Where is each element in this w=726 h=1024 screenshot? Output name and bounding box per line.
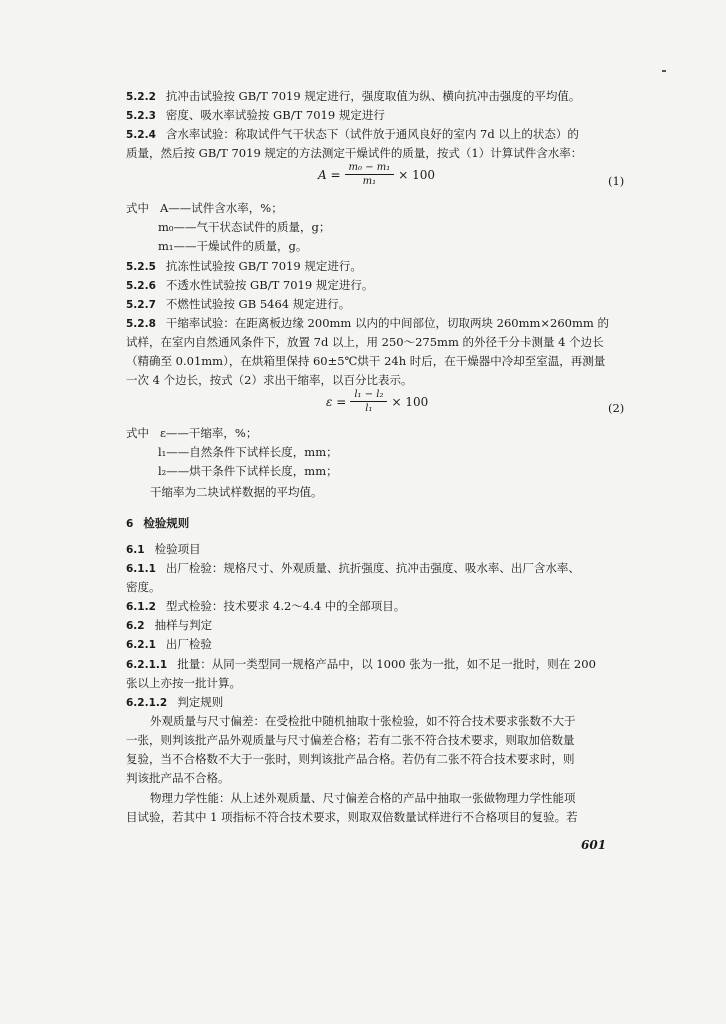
equation-rhs: × 100 [391,394,429,409]
clause-number: 5.2.7 [126,299,156,311]
paragraph-physical-2: 目试验，若其中 1 项指标不符合技术要求，则取双倍数量试样进行不合格项目的复验。若 [126,810,578,824]
clause-text: 检验项目 [154,542,201,556]
clause-6-2-1 [126,636,626,654]
clause-6-1-1 [126,560,626,578]
where-lead: 式中 [126,201,149,215]
equation-fraction [350,389,387,414]
clause-5-2-6 [126,277,626,295]
clause-number: 6.1.1 [126,563,156,575]
fraction-denominator: m₁ [362,176,377,187]
clause-5-2-7 [126,296,626,314]
where-2-c: l₂——烘干条件下试样长度，mm； [158,464,338,478]
where-text: A——试件含水率，%； [159,201,283,215]
paragraph-appearance-3: 复验，当不合格数不大于一张时，则判该批产品合格。若仍有二张不符合技术要求时，则 [126,752,575,766]
paragraph-appearance-2: 一张，则判该批产品外观质量与尺寸偏差合格；若有二张不符合技术要求，则取加倍数量 [126,733,575,747]
clause-number: 6.1.2 [126,601,156,613]
clause-6-2-1-1 [126,656,626,674]
clause-5-2-8 [126,315,626,333]
clause-5-2-8-cont-1: 试样，在室内自然通风条件下，放置 7d 以上，用 250～275mm 的外径千分卡测量 4 个边长 [126,335,604,349]
equation-number-1: (1) [608,174,625,188]
clause-number: 5.2.2 [126,91,156,103]
clause-5-2-8-cont-2: （精确至 0.01mm），在烘箱里保持 60±5℃烘干 24h 时后，在干燥器中冷却至室温，再测量 [126,354,606,368]
clause-text: 不透水性试验按 GB/T 7019 规定进行。 [165,278,374,292]
fraction-numerator: l₁ − l₂ [350,389,387,402]
where-2-d: 干缩率为二块试样数据的平均值。 [150,485,323,499]
clause-5-2-4 [126,126,626,144]
clause-5-2-4-cont: 质量，然后按 GB/T 7019 规定的方法测定干燥试件的质量，按式（1）计算试件含水率： [126,146,583,160]
clause-text: 型式检验：技术要求 4.2～4.4 中的全部项目。 [165,599,406,613]
clause-5-2-5 [126,258,626,276]
fraction-denominator: l₁ [365,403,373,414]
clause-text: 含水率试验：称取试件气干状态下（试件放于通风良好的室内 7d 以上的状态）的 [165,127,579,141]
clause-number: 6.2.1.1 [126,659,168,671]
clause-text: 抗冲击试验按 GB/T 7019 规定进行，强度取值为纵、横向抗冲击强度的平均值。 [165,89,581,103]
clause-6-1-2 [126,598,626,616]
equation-1 [318,162,435,187]
clause-text: 判定规则 [177,695,224,709]
clause-number: 6.2 [126,620,145,632]
clause-text: 出厂检验 [165,637,212,651]
clause-number: 6.2.1 [126,639,156,651]
clause-number: 6.1 [126,544,145,556]
clause-text: 出厂检验：规格尺寸、外观质量、抗折强度、抗冲击强度、吸水率、出厂含水率、 [165,561,580,575]
clause-text: 抗冻性试验按 GB/T 7019 规定进行。 [165,259,362,273]
equation-2 [326,389,428,414]
clause-6-2-1-2 [126,694,626,712]
page-number: 601 [581,838,607,852]
clause-6-2 [126,617,626,635]
equation-lhs: A = [318,167,341,182]
clause-number: 5.2.3 [126,110,156,122]
clause-5-2-3 [126,107,626,125]
paragraph-appearance-1: 外观质量与尺寸偏差：在受检批中随机抽取十张检验，如不符合技术要求张数不大于 [150,714,576,728]
where-text: ε——干缩率，%； [159,426,258,440]
where-1-b: m₀——气干状态试件的质量，g； [158,220,331,234]
clause-text: 密度、吸水率试验按 GB/T 7019 规定进行 [165,108,385,122]
section-number: 6 [126,518,134,530]
where-lead: 式中 [126,426,149,440]
equation-fraction [345,162,395,187]
clause-5-2-8-cont-3: 一次 4 个边长，按式（2）求出干缩率，以百分比表示。 [126,373,413,387]
clause-6-1-1-cont: 密度。 [126,580,161,594]
clause-5-2-2 [126,88,626,106]
clause-number: 5.2.5 [126,261,156,273]
paragraph-physical-1: 物理力学性能：从上述外观质量、尺寸偏差合格的产品中抽取一张做物理力学性能项 [150,791,576,805]
clause-text: 干缩率试验：在距离板边缘 200mm 以内的中间部位，切取两块 260mm×260mm 的 [165,316,609,330]
where-2-b: l₁——自然条件下试样长度，mm； [158,445,338,459]
section-title: 检验规则 [143,516,190,530]
clause-6-2-1-1-cont: 张以上亦按一批计算。 [126,676,241,690]
clause-number: 5.2.6 [126,280,156,292]
where-1-a [126,200,626,217]
where-2-a [126,425,626,442]
clause-6-1 [126,541,626,559]
clause-number: 5.2.8 [126,318,156,330]
clause-number: 5.2.4 [126,129,156,141]
equation-rhs: × 100 [398,167,436,182]
where-1-c: m₁——干燥试件的质量，g。 [158,239,308,253]
clause-number: 6.2.1.2 [126,697,168,709]
equation-lhs: ε = [326,394,347,409]
clause-text: 抽样与判定 [154,618,213,632]
equation-number-2: (2) [608,401,625,415]
section-6-heading [126,515,626,533]
paragraph-appearance-4: 判该批产品不合格。 [126,771,230,785]
clause-text: 不燃性试验按 GB 5464 规定进行。 [165,297,351,311]
fraction-numerator: m₀ − m₁ [345,162,395,175]
clause-text: 批量：从同一类型同一规格产品中，以 1000 张为一批，如不足一批时，则在 200 [177,657,596,671]
scan-speck [662,70,666,72]
